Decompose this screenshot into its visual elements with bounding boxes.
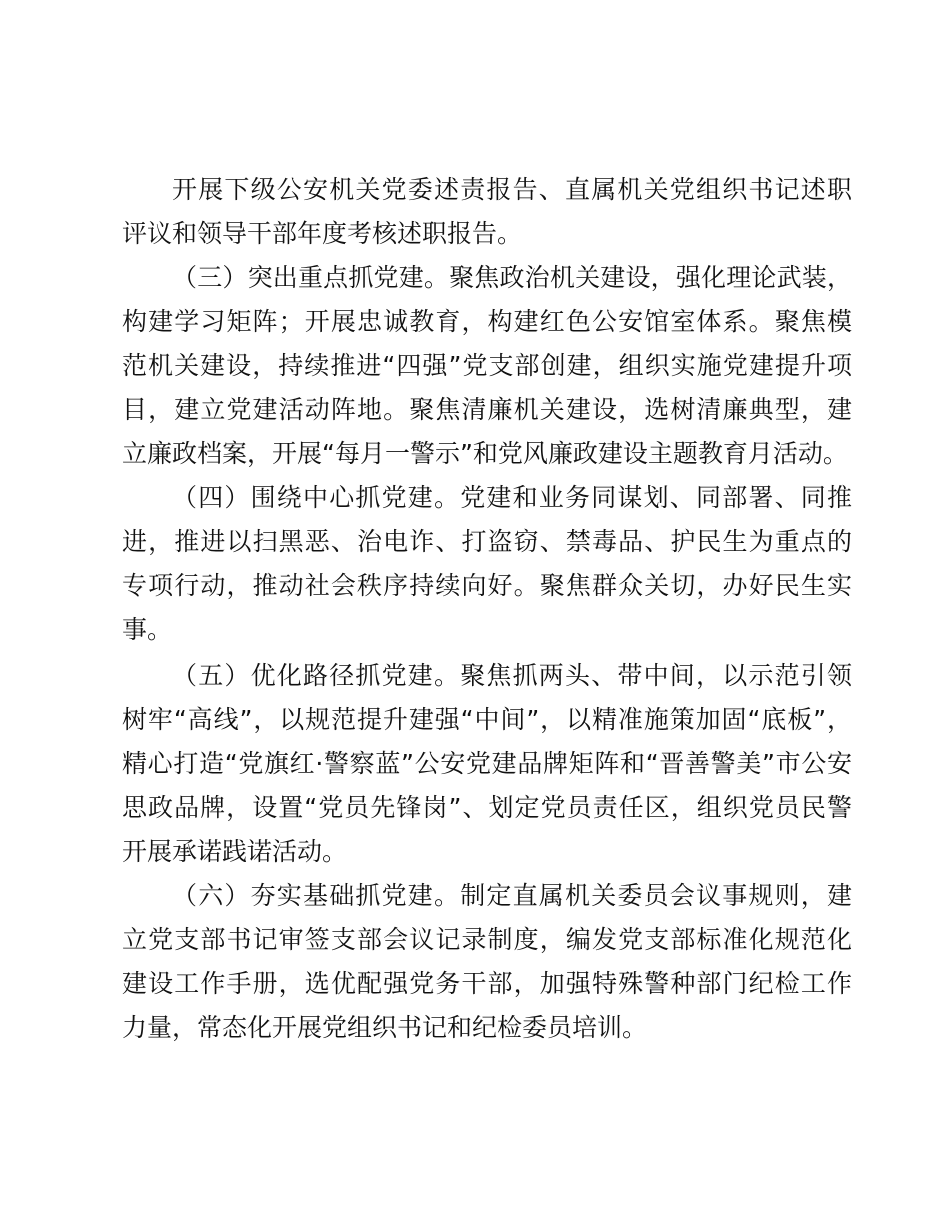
paragraph-line: 立廉政档案，开展“每月一警示”和党风廉政建设主题教育月活动。 bbox=[122, 439, 848, 468]
paragraph-line: 建设工作手册，选优配强党务干部，加强特殊警种部门纪检工作 bbox=[122, 969, 852, 998]
paragraph-line: （三）突出重点抓党建。聚焦政治机关建设，强化理论武装， bbox=[172, 263, 852, 292]
paragraph-line: 评议和领导干部年度考核述职报告。 bbox=[122, 219, 523, 248]
paragraph-line: 开展下级公安机关党委述责报告、直属机关党组织书记述职 bbox=[172, 175, 852, 204]
paragraph-line: 进，推进以扫黑恶、治电诈、打盗窃、禁毒品、护民生为重点的 bbox=[122, 527, 852, 556]
paragraph-line: 专项行动，推动社会秩序持续向好。聚焦群众关切，办好民生实 bbox=[122, 571, 852, 600]
paragraph-line: 范机关建设，持续推进“四强”党支部创建，组织实施党建提升项 bbox=[122, 351, 852, 380]
paragraph-line: 开展承诺践诺活动。 bbox=[122, 837, 348, 866]
paragraph-line: 精心打造“党旗红·警察蓝”公安党建品牌矩阵和“晋善警美”市公安 bbox=[122, 749, 852, 778]
paragraph-line: （六）夯实基础抓党建。制定直属机关委员会议事规则，建 bbox=[172, 881, 852, 910]
paragraph-line: （四）围绕中心抓党建。党建和业务同谋划、同部署、同推 bbox=[172, 483, 852, 512]
paragraph-line: 思政品牌，设置“党员先锋岗”、划定党员责任区，组织党员民警 bbox=[122, 793, 852, 822]
paragraph-line: 构建学习矩阵；开展忠诚教育，构建红色公安馆室体系。聚焦模 bbox=[122, 307, 852, 336]
paragraph-line: （五）优化路径抓党建。聚焦抓两头、带中间，以示范引领 bbox=[172, 661, 852, 690]
paragraph-line: 力量，常态化开展党组织书记和纪检委员培训。 bbox=[122, 1013, 648, 1042]
paragraph-line: 事。 bbox=[122, 615, 173, 644]
paragraph-line: 目，建立党建活动阵地。聚焦清廉机关建设，选树清廉典型，建 bbox=[122, 395, 852, 424]
paragraph-line: 立党支部书记审签支部会议记录制度，编发党支部标准化规范化 bbox=[122, 925, 852, 954]
paragraph-line: 树牢“高线”，以规范提升建强“中间”，以精准施策加固“底板”， bbox=[122, 705, 852, 734]
